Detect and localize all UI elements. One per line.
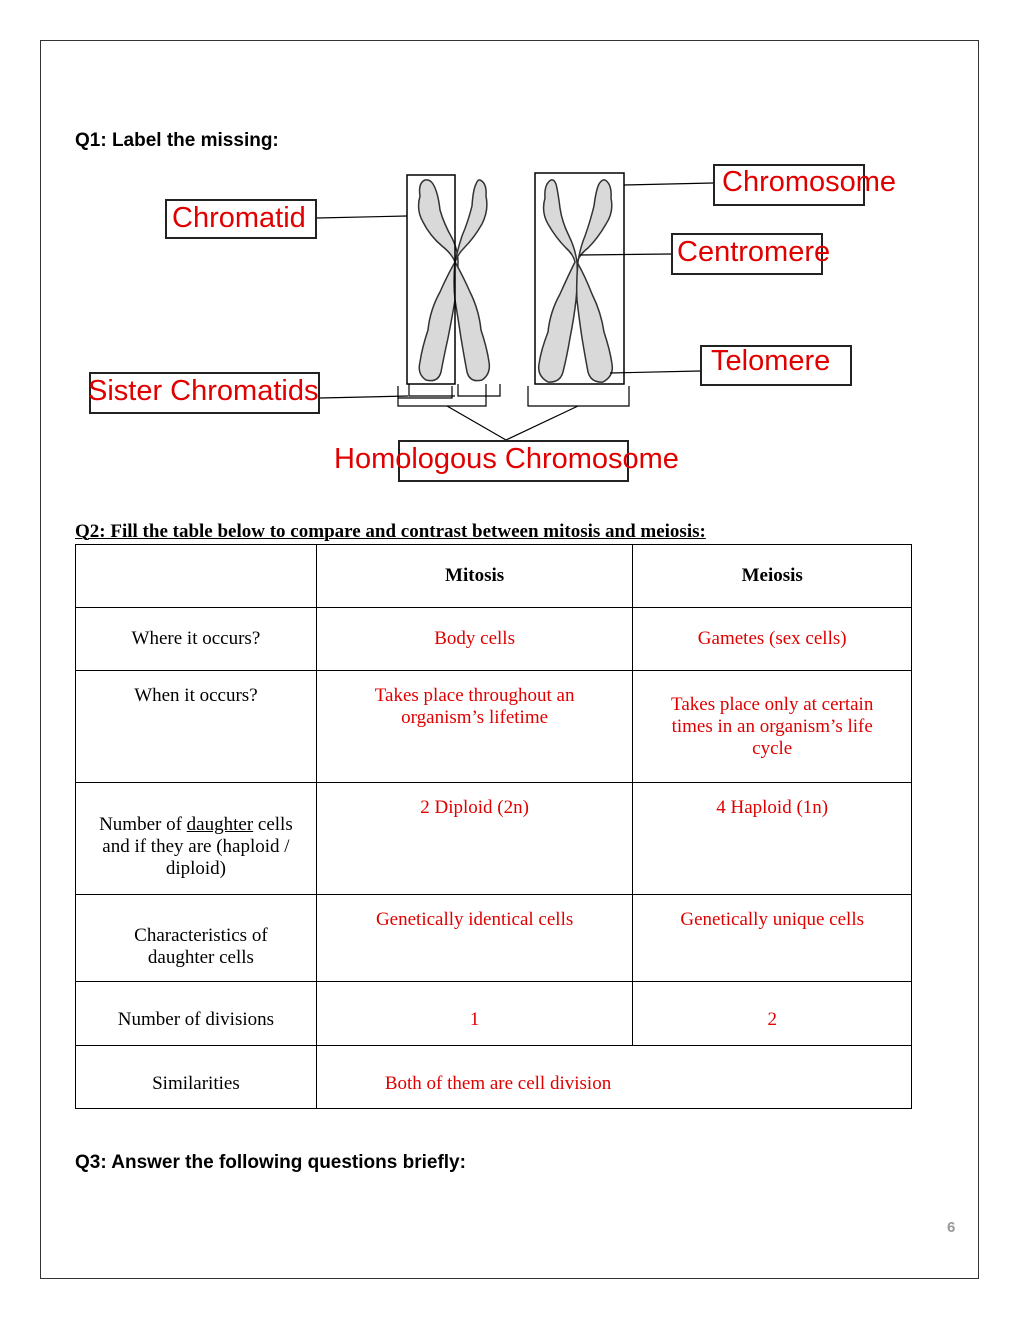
- table-row: [76, 608, 912, 671]
- row-label: Number of divisions: [76, 982, 317, 1046]
- chromatid-label: Chromatid: [172, 202, 306, 234]
- header-cell-mitosis: Mitosis: [316, 545, 633, 608]
- q3-title: Q3: Answer the following questions briefly:: [75, 1152, 466, 1173]
- table-row: [76, 671, 912, 783]
- header-cell-empty: [76, 545, 317, 608]
- telomere-label: Telomere: [711, 345, 831, 377]
- meiosis-cell: Takes place only at certain times in an organism’s life cycle: [633, 671, 912, 783]
- row-label: Number of daughter cells and if they are (haploid / diploid): [76, 783, 317, 895]
- header-cell-meiosis: Meiosis: [633, 545, 912, 608]
- row-label: Characteristics of daughter cells: [76, 895, 317, 982]
- meiosis-cell: 2: [633, 982, 912, 1046]
- mitosis-cell: 2 Diploid (2n): [316, 783, 633, 895]
- similarities-cell: Both of them are cell division: [316, 1046, 911, 1109]
- meiosis-cell: Genetically unique cells: [633, 895, 912, 982]
- row-label: When it occurs?: [76, 671, 317, 783]
- chromosome-right: [539, 180, 613, 382]
- table-row: [76, 1046, 912, 1109]
- meiosis-cell: 4 Haploid (1n): [633, 783, 912, 895]
- mitosis-cell: Genetically identical cells: [316, 895, 633, 982]
- page-number: 6: [947, 1219, 956, 1236]
- chromatid-right-b: [577, 180, 613, 382]
- chromosome-left: [419, 180, 490, 381]
- row-label: Similarities: [76, 1046, 317, 1109]
- chromatid-left-b: [454, 180, 489, 381]
- sister-chromatids-label: Sister Chromatids: [88, 375, 319, 407]
- comparison-table: [75, 544, 912, 1109]
- table-row: [76, 982, 912, 1046]
- table-row: [76, 895, 912, 982]
- q1-title: Q1: Label the missing:: [75, 130, 279, 151]
- chromatid-left-a: [419, 180, 458, 381]
- chromosome-label: Chromosome: [722, 166, 897, 198]
- homologous-label: Homologous Chromosome: [334, 443, 679, 475]
- mitosis-cell: Body cells: [316, 608, 633, 671]
- row-label: Where it occurs?: [76, 608, 317, 671]
- meiosis-cell: Gametes (sex cells): [633, 608, 912, 671]
- table-header-row: [76, 545, 912, 608]
- table-row: [76, 783, 912, 895]
- q2-title: Q2: Fill the table below to compare and contrast between mitosis and meiosis:: [75, 521, 706, 542]
- chromatid-right-a: [539, 180, 578, 382]
- mitosis-cell: 1: [316, 982, 633, 1046]
- centromere-label: Centromere: [677, 236, 831, 268]
- mitosis-cell: Takes place throughout an organism’s lifetime: [316, 671, 633, 783]
